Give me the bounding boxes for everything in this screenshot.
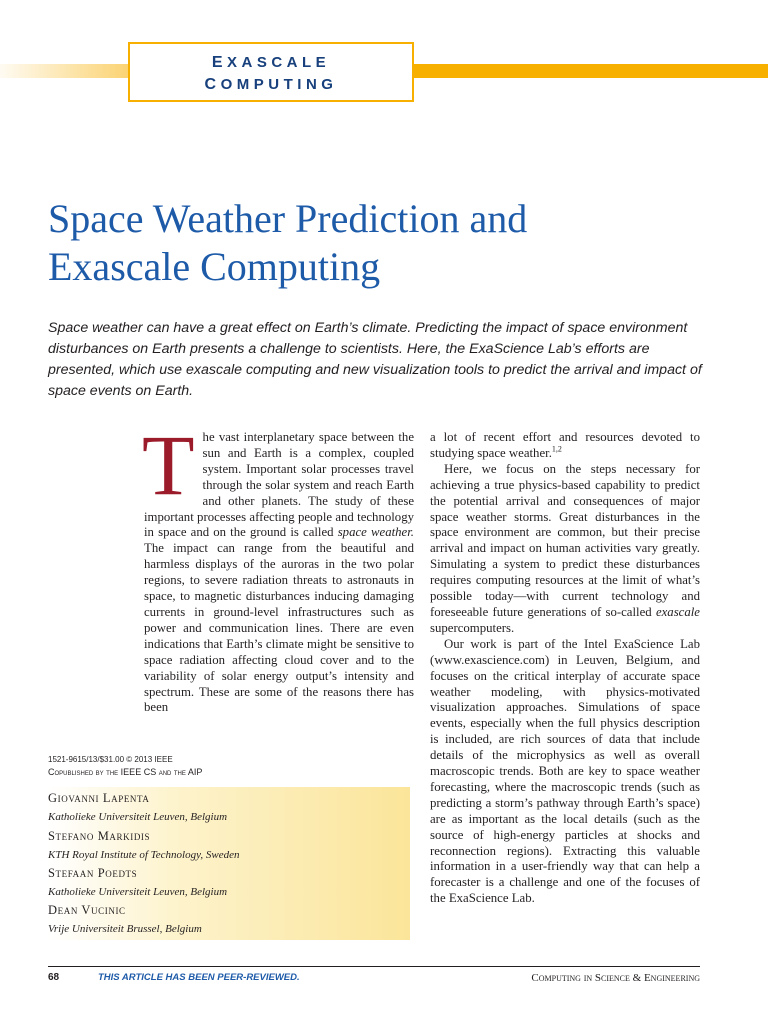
body-column-2 — [430, 430, 700, 907]
peer-review-note: THIS ARTICLE HAS BEEN PEER-REVIEWED. — [98, 972, 300, 983]
header-band-left — [0, 64, 128, 78]
page-number: 68 — [48, 972, 60, 983]
page-footer — [48, 970, 700, 986]
author-name: Giovanni Lapenta — [48, 791, 150, 805]
body-column-1 — [142, 417, 414, 716]
paragraph-2-text-b: supercomputers. — [430, 620, 515, 635]
copyright-line-2: Copublished by the IEEE CS and the AIP — [48, 767, 203, 777]
article-title-line-1: Space Weather Prediction and — [48, 196, 528, 241]
paragraph-1 — [142, 417, 414, 716]
drop-cap: T — [142, 417, 195, 513]
department-rest-2: OMPUTING — [220, 76, 338, 93]
department-initial-2: C — [204, 76, 221, 93]
department-label — [128, 42, 414, 102]
paragraph-2 — [430, 462, 700, 637]
author-affiliation: Katholieke Universiteit Leuven, Belgium — [48, 811, 228, 823]
citation-superscript: 1,2 — [551, 444, 562, 454]
header-band-right — [414, 64, 768, 78]
paragraph-2-text-a: Here, we focus on the steps necessary for achieving a true physics-based capability to predict the potential arrival and consequences of major space weather storms. Great disturbances in the space environment are common, but their precise arrival and impact on human activities vary greatly. Simulating a system to predict these disturbances requires computing resources at the limit of what’s possible today—with current technology and foreseeable future generations of so-called — [430, 461, 700, 619]
article-title — [48, 195, 728, 291]
author-affiliation: Katholieke Universiteit Leuven, Belgium — [48, 886, 228, 898]
paragraph-1-text-b: The impact can range from the beautiful and harmless displays of the auroras in the two polar regions, to severe radiation threats to astronauts in space, to magnetic disturbances inducing damaging currents in ground-level infrastructures such as power and communication lines. There are even indications that Earth’s climate might be sensitive to space radiation affecting cloud cover and to the variability of solar energy output’s intensity and spectrum. These are some of the reasons there has been — [144, 541, 414, 715]
department-line-2 — [130, 74, 412, 96]
author-name: Stefaan Poedts — [48, 866, 138, 880]
department-initial-1: E — [211, 54, 227, 71]
article-title-line-2: Exascale Computing — [48, 244, 381, 289]
paragraph-continued-text: a lot of recent effort and resources devoted to studying space weather. — [430, 430, 700, 460]
department-line-1 — [130, 52, 412, 74]
author-affiliation: KTH Royal Institute of Technology, Sweden — [48, 849, 240, 861]
author-name: Dean Vucinic — [48, 903, 126, 917]
paragraph-1-emphasis: space weather. — [337, 525, 414, 540]
author-affiliation: Vrije Universiteit Brussel, Belgium — [48, 923, 202, 935]
copyright-notice — [48, 754, 378, 778]
paragraph-continued — [430, 430, 700, 462]
paragraph-3: Our work is part of the Intel ExaScience Lab (www.exascience.com) in Leuven, Belgium, and focuses on the critical interplay of accurate space weather modeling, with physics-motivated visualization approaches. Simulations of space events, especially when the full physics description is included, are rich sources of data that include details of the microphysics as well as overall macroscopic trends. Both are key to space weather forecasting, where the macroscopic trends (such as predicting a storm’s pathway through Earth’s space) are as important as the local details (such as the source of high-energy particles at shocks and reconnection regions). Extracting this valuable information in a user-friendly way that can help a forecaster is a challenge and one of the focuses of the ExaScience Lab. — [430, 636, 700, 906]
author-name: Stefano Markidis — [48, 829, 151, 843]
copyright-line-1: 1521-9615/13/$31.00 © 2013 IEEE — [48, 755, 173, 764]
author-box — [48, 787, 410, 940]
paragraph-1-text-a: he vast interplanetary space between the sun and Earth is a complex, coupled system. Important solar processes travel through the solar system and reach Earth and other planets. The study of these important processes affecting people and technology in space and on the ground is called — [144, 430, 414, 540]
journal-name: Computing in Science & Engineering — [531, 972, 700, 984]
footer-rule — [48, 966, 700, 967]
department-rest-1: XASCALE — [226, 54, 331, 71]
article-abstract: Space weather can have a great effect on Earth’s climate. Predicting the impact of space environment disturbances on Earth presents a challenge to scientists. Here, the ExaScience Lab’s efforts are presented, which use exascale computing and new visualization tools to predict the arrival and impact of space events on Earth. — [48, 320, 702, 399]
paragraph-2-emphasis: exascale — [655, 604, 700, 619]
